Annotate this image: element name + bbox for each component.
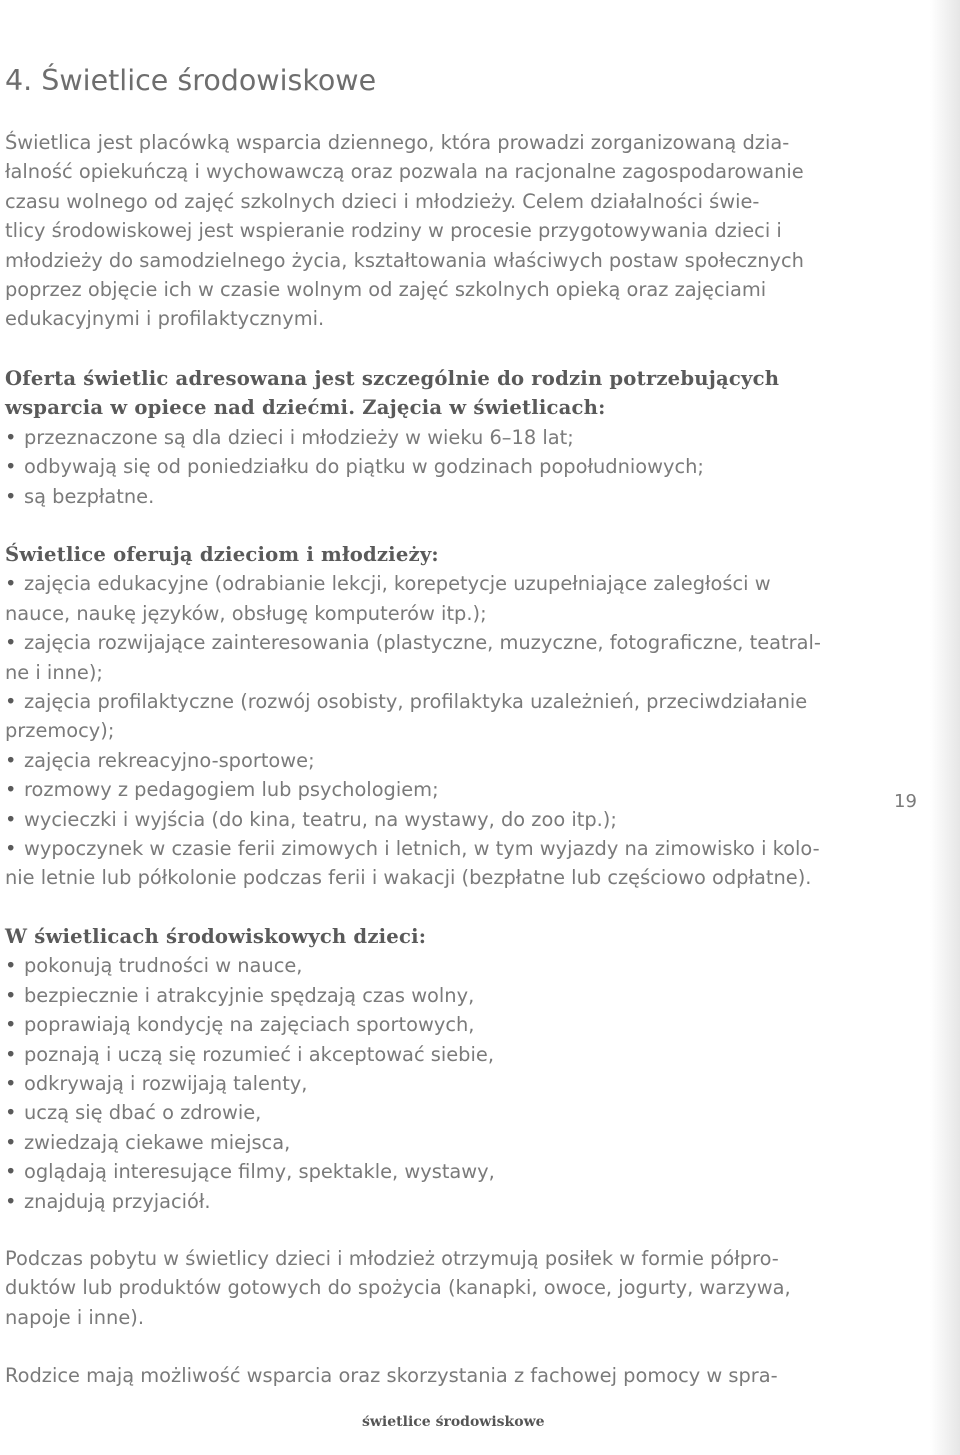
text-line: napoje i inne).	[5, 1305, 145, 1329]
bullet-icon: •	[5, 954, 17, 978]
list-item: • poznają i uczą się rozumieć i akceptować siebie,	[5, 1040, 865, 1069]
text-line: Rodzice mają możliwość wsparcia oraz skorzystania z fachowej pomocy w spra-	[5, 1364, 778, 1387]
list-item: • odbywają się od poniedziałku do piątku w godzinach popołudniowych;	[5, 452, 865, 481]
bullet-icon: •	[5, 1071, 17, 1095]
list-item: • zajęcia rozwijające zainteresowania (plastyczne, muzyczne, fotograficzne, teatral-	[5, 628, 865, 657]
bullet-icon: •	[5, 836, 17, 860]
list-item: • uczą się dbać o zdrowie,	[5, 1098, 865, 1127]
offers-heading: Świetlice oferują dzieciom i młodzieży:	[5, 543, 439, 566]
list-item: • rozmowy z pedagogiem lub psychologiem;	[5, 775, 865, 804]
bullet-icon: •	[5, 572, 17, 596]
meals-paragraph	[5, 1244, 865, 1332]
page-number: 19	[894, 791, 917, 812]
list-item: • odkrywają i rozwijają talenty,	[5, 1069, 865, 1098]
text-line: edukacyjnymi i profilaktycznymi.	[5, 307, 325, 331]
bullet-icon: •	[5, 1189, 17, 1213]
list-item-continuation: nauce, naukę języków, obsługę komputerów itp.);	[5, 601, 487, 625]
bullet-icon: •	[5, 1101, 17, 1125]
text-line: Podczas pobytu w świetlicy dzieci i młodzież otrzymują posiłek w formie półpro-	[5, 1247, 779, 1270]
offer-heading: wsparcia w opiece nad dziećmi. Zajęcia w świetlicach:	[5, 396, 606, 420]
running-footer: świetlice środowiskowe	[362, 1414, 545, 1430]
list-item-continuation: ne i inne);	[5, 660, 103, 684]
bullet-icon: •	[5, 631, 17, 655]
text-line: łalność opiekuńczą i wychowawczą oraz pozwala na racjonalne zagospodarowanie	[5, 160, 804, 184]
text-line: tlicy środowiskowej jest wspieranie rodziny w procesie przygotowywania dzieci i	[5, 219, 782, 243]
list-item: • zajęcia edukacyjne (odrabianie lekcji, korepetycje uzupełniające zaległości w	[5, 569, 865, 598]
list-item: • przeznaczone są dla dzieci i młodzieży w wieku 6–18 lat;	[5, 423, 865, 452]
list-item: • znajdują przyjaciół.	[5, 1187, 865, 1216]
bullet-icon: •	[5, 425, 17, 449]
text-line: Świetlica jest placówką wsparcia dziennego, która prowadzi zorganizowaną dzia-	[5, 131, 790, 154]
bullet-icon: •	[5, 484, 17, 508]
list-item: • zajęcia profilaktyczne (rozwój osobisty, profilaktyka uzależnień, przeciwdziałanie	[5, 687, 865, 716]
list-item: • zwiedzają ciekawe miejsca,	[5, 1128, 865, 1157]
offer-heading: Oferta świetlic adresowana jest szczególnie do rodzin potrzebujących	[5, 367, 780, 390]
bullet-icon: •	[5, 689, 17, 713]
page-edge-shade	[930, 0, 960, 1455]
benefits-section	[5, 922, 865, 1216]
list-item: • poprawiają kondycję na zajęciach sportowych,	[5, 1010, 865, 1039]
bullet-icon: •	[5, 1160, 17, 1184]
list-item: • zajęcia rekreacyjno-sportowe;	[5, 746, 865, 775]
bullet-icon: •	[5, 1042, 17, 1066]
bullet-icon: •	[5, 1130, 17, 1154]
bullet-icon: •	[5, 778, 17, 802]
list-item: • bezpiecznie i atrakcyjnie spędzają czas wolny,	[5, 981, 865, 1010]
benefits-heading: W świetlicach środowiskowych dzieci:	[5, 925, 427, 948]
list-item: • są bezpłatne.	[5, 482, 865, 511]
parents-paragraph	[5, 1361, 865, 1390]
list-item-continuation: przemocy);	[5, 719, 115, 743]
page-title: 4. Świetlice środowiskowe	[5, 64, 377, 97]
list-item: • pokonują trudności w nauce,	[5, 951, 865, 980]
list-item: • oglądają interesujące filmy, spektakle, wystawy,	[5, 1157, 865, 1186]
text-line: młodzieży do samodzielnego życia, kształtowania właściwych postaw społecznych	[5, 248, 804, 272]
list-item: • wycieczki i wyjścia (do kina, teatru, na wystawy, do zoo itp.);	[5, 805, 865, 834]
text-line: czasu wolnego od zajęć szkolnych dzieci i młodzieży. Celem działalności świe-	[5, 189, 760, 213]
text-line: duktów lub produktów gotowych do spożycia (kanapki, owoce, jogurty, warzywa,	[5, 1276, 791, 1300]
bullet-icon: •	[5, 748, 17, 772]
list-item: • wypoczynek w czasie ferii zimowych i letnich, w tym wyjazdy na zimowisko i kolo-	[5, 834, 865, 863]
bullet-icon: •	[5, 1013, 17, 1037]
bullet-icon: •	[5, 807, 17, 831]
list-item-continuation: nie letnie lub półkolonie podczas ferii i wakacji (bezpłatne lub częściowo odpłatne).	[5, 866, 812, 890]
bullet-icon: •	[5, 455, 17, 479]
offers-section	[5, 540, 865, 893]
offer-section	[5, 364, 865, 511]
intro-paragraph	[5, 128, 865, 334]
text-line: poprzez objęcie ich w czasie wolnym od zajęć szkolnych opieką oraz zajęciami	[5, 277, 767, 301]
bullet-icon: •	[5, 983, 17, 1007]
